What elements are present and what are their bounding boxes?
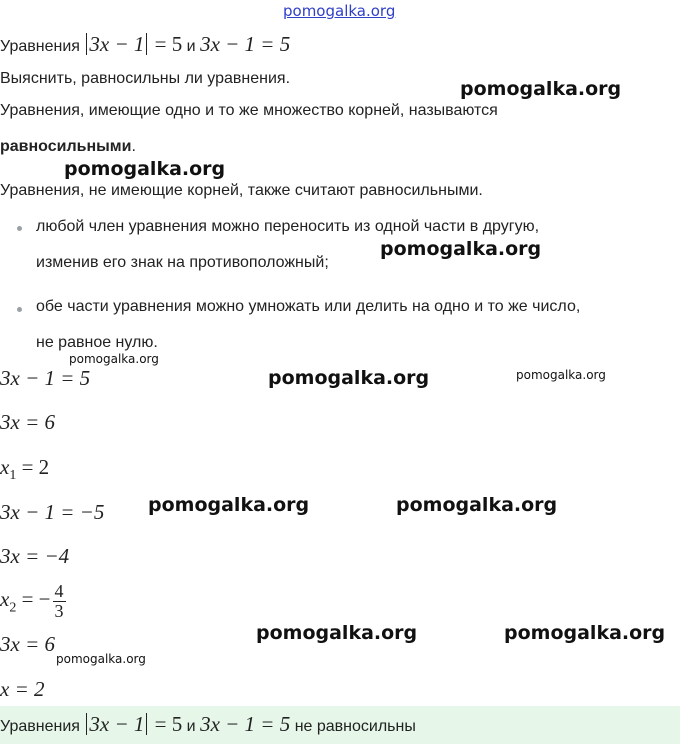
step-7: 3x = 6 (0, 632, 55, 656)
step-8: x = 2 (0, 677, 45, 701)
definition-term: равносильными (0, 138, 132, 155)
watermark-text: pomogalka.org (148, 494, 310, 516)
answer-box (0, 706, 680, 744)
definition-line-1: Уравнения, имеющие одно и то же множество корней, называются (0, 102, 498, 119)
abs-bar-left (86, 33, 87, 55)
title-prefix: Уравнения (0, 38, 80, 55)
watermark-text: pomogalka.org (268, 367, 430, 389)
watermark-text: pomogalka.org (504, 622, 666, 644)
step-5: 3x = −4 (0, 544, 70, 568)
watermark-top-link[interactable]: pomogalka.org (283, 2, 396, 20)
watermark-text: pomogalka.org (256, 622, 418, 644)
watermark-text-small: pomogalka.org (69, 352, 159, 366)
title-conjunction: и (186, 38, 196, 55)
task-text: Выяснить, равносильны ли уравнения. (0, 70, 291, 87)
title-equation-1: 3x − 1 = 5 (84, 32, 182, 56)
step-6-root-x2: $x_2$ = − $\frac{4}{3}$ (0, 581, 64, 621)
watermark-text: pomogalka.org (460, 78, 622, 100)
list-bullet (17, 226, 22, 231)
step-4: 3x − 1 = −5 (0, 500, 105, 524)
watermark-text-small: pomogalka.org (516, 368, 606, 382)
watermark-text: pomogalka.org (380, 238, 542, 260)
page-title (0, 32, 290, 57)
list-item-1-line-1: любой член уравнения можно переносить из одной части в другую, (36, 218, 540, 235)
list-bullet (17, 307, 22, 312)
watermark-text: pomogalka.org (396, 494, 558, 516)
step-2: 3x = 6 (0, 410, 55, 434)
title-equation-2: 3x − 1 = 5 (200, 32, 291, 56)
step-1: 3x − 1 = 5 (0, 366, 91, 390)
definition-line-3: Уравнения, не имеющие корней, также считают равносильными. (0, 182, 483, 199)
watermark-text-small: pomogalka.org (56, 652, 146, 666)
step-3-root-x1: $x_1 = 2$ (0, 455, 50, 484)
list-item-2-line-2: не равное нулю. (36, 334, 158, 351)
list-item-2-line-1: обе части уравнения можно умножать или делить на одно и то же число, (36, 298, 581, 315)
watermark-text: pomogalka.org (64, 158, 226, 180)
list-item-1-line-2: изменив его знак на противоположный; (36, 254, 329, 271)
definition-term-line: равносильными. (0, 138, 136, 155)
fraction: $\frac{4}{3}$ (54, 581, 64, 621)
answer-text: Уравнения 3x − 1 = 5 и 3x − 1 = 5 не равносильны (0, 712, 416, 736)
abs-bar-right (146, 33, 147, 55)
